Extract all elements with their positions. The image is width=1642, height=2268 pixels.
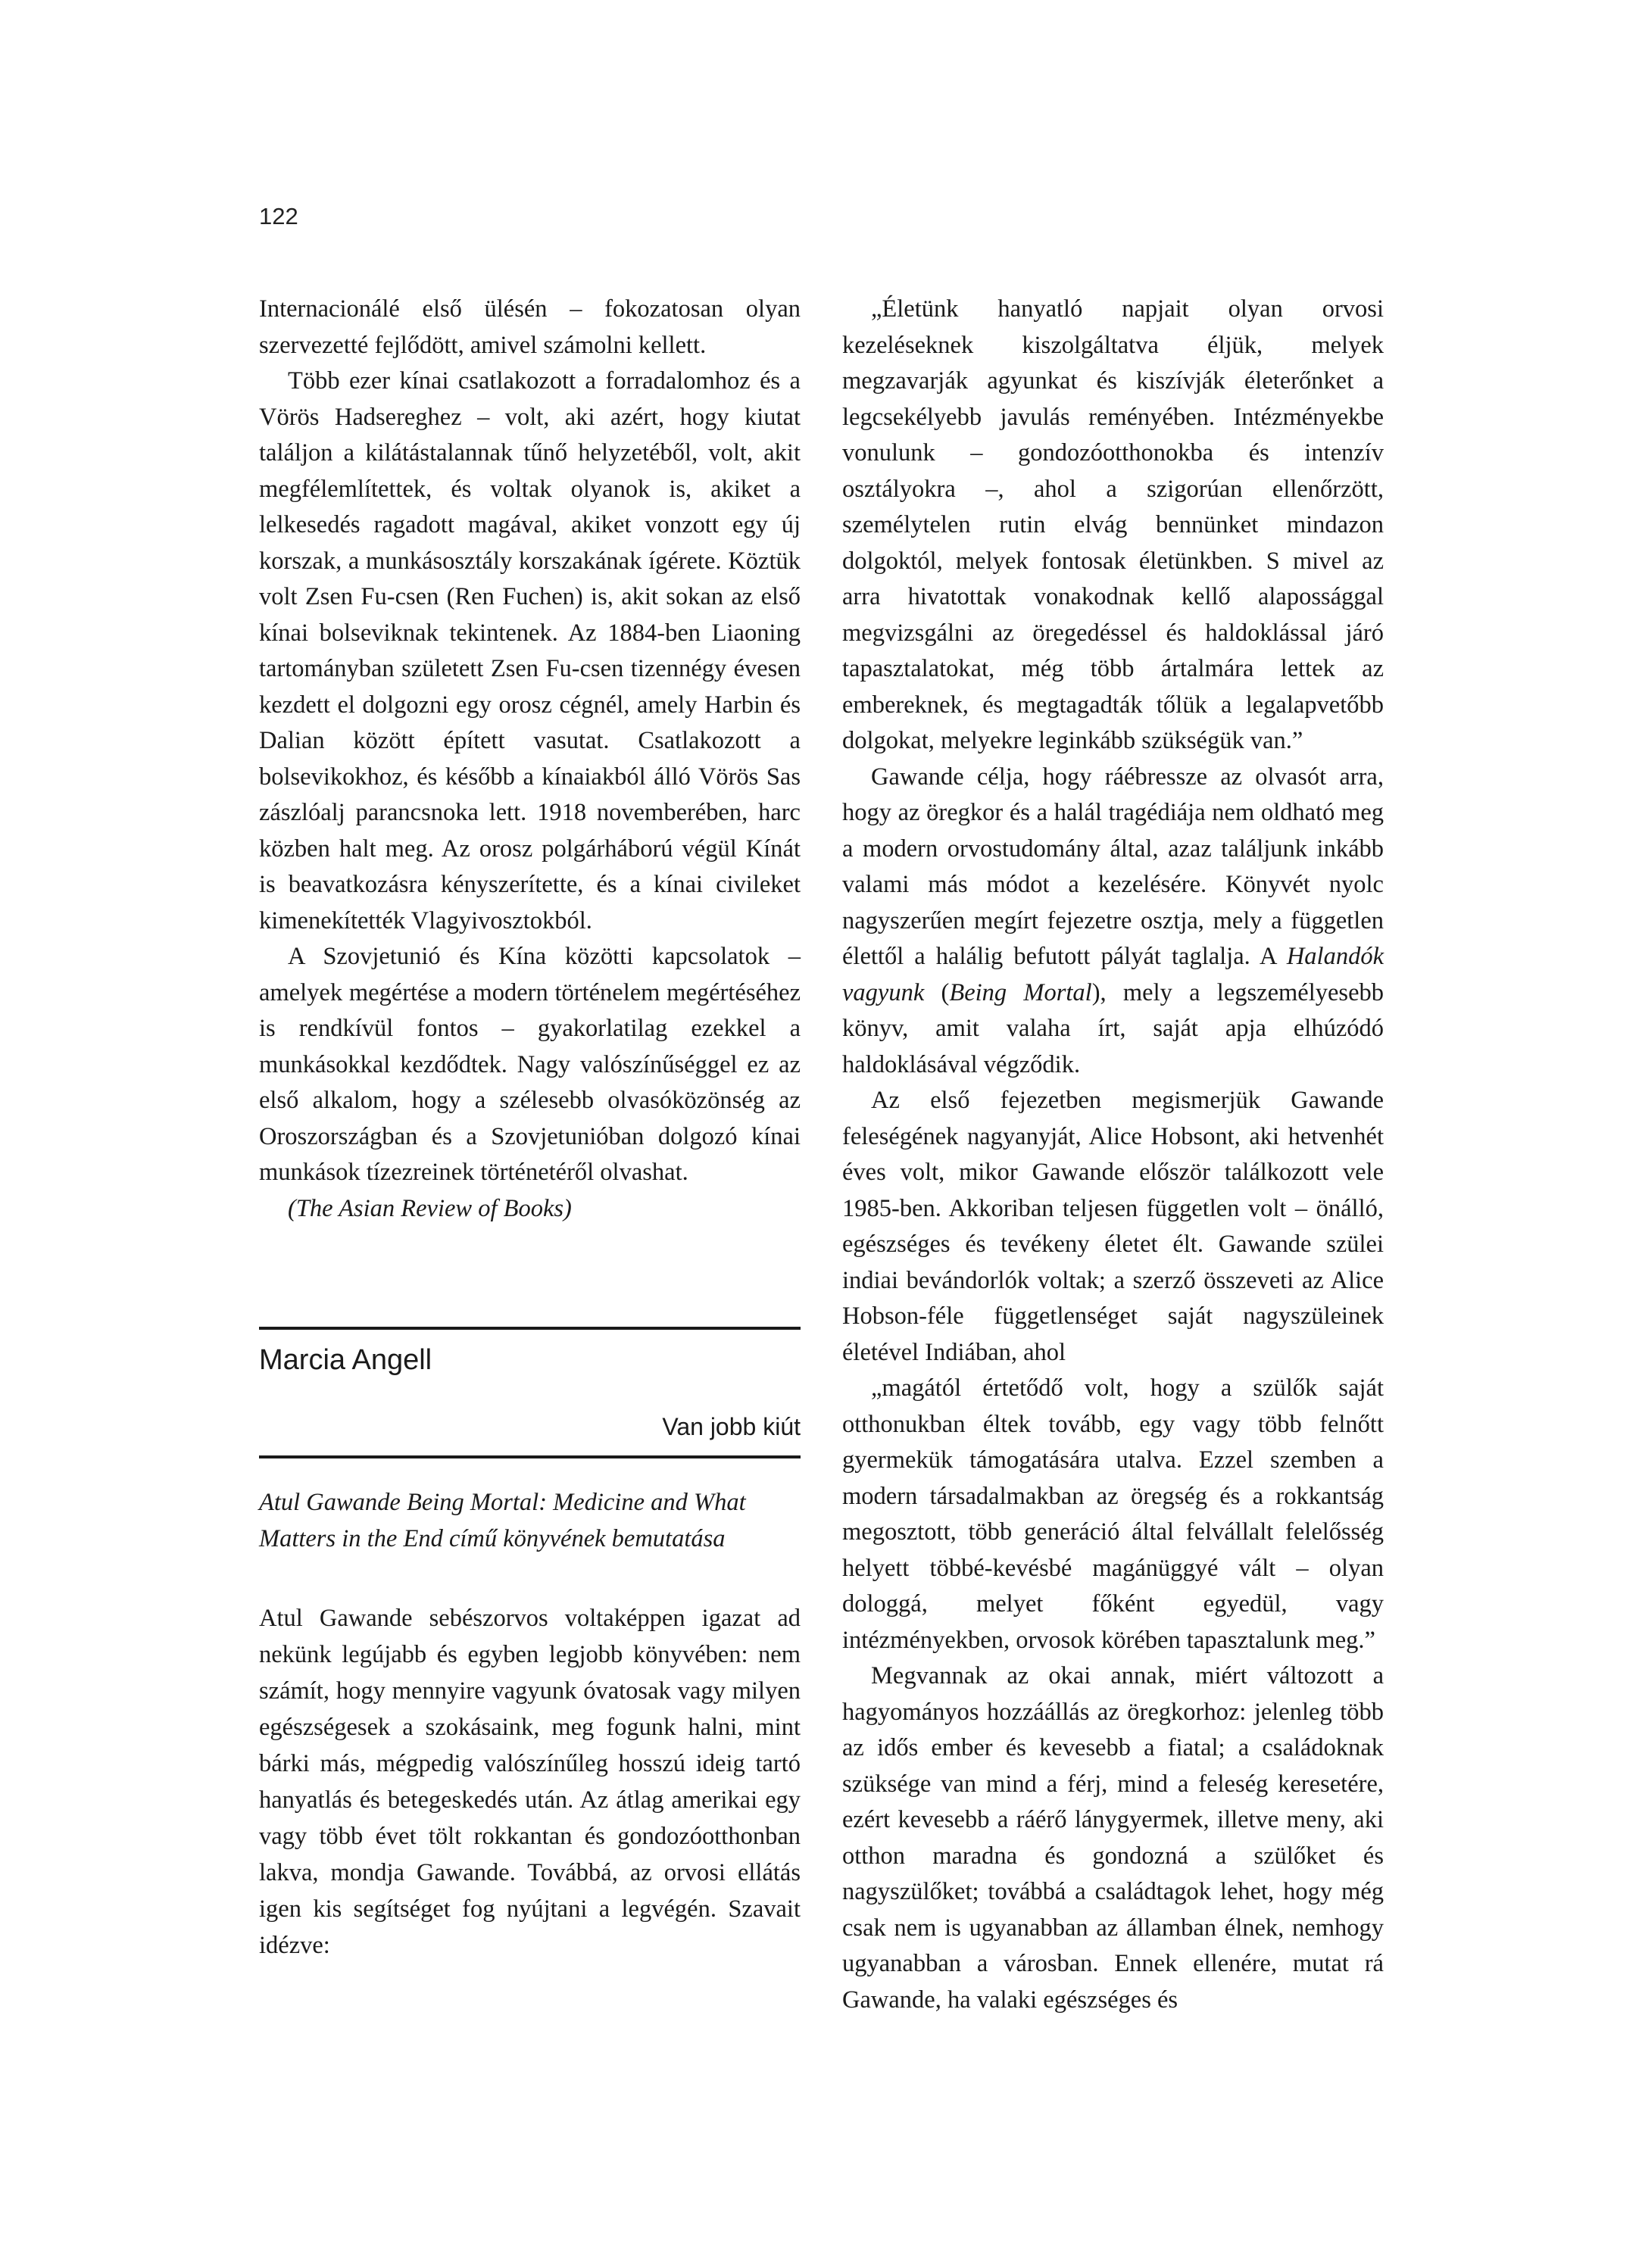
review-subtitle: Atul Gawande Being Mortal: Medicine and What Matters in the End című könyvének bemutatása <box>259 1489 746 1552</box>
article-source: (The Asian Review of Books) <box>288 1194 572 1222</box>
review-intro: Atul Gawande sebészorvos voltaképpen igazat ad nekünk legújabb és egyben legjobb könyvében: nem számít, hogy mennyire vagyunk óvatosak vagy milyen egészségesek a szokásaink, meg fogunk halni, mint bárki más, mégpedig valószínűleg hosszú ideig tartó hanyatlás és betegeskedés után. Az átlag amerikai egy vagy több évet tölt rokkantan és gondozóotthonban lakva, mondja Gawande. Továbbá, az orvosi ellátás igen kis segítséget fog nyújtani a legvégén. Szavait idézve: <box>259 1605 801 1959</box>
p2-text-mid: ( <box>924 978 950 1006</box>
bottom-rule <box>259 1455 801 1458</box>
left-paragraph-1: Internacionálé első ülésén – fokozatosan olyan szervezetté fejlődött, amivel számolni kellett. <box>259 295 801 359</box>
left-paragraph-3: A Szovjetunió és Kína közötti kapcsolatok – amelyek megértése a modern történelem megértéséhez is rendkívül fontos – gyakorlatilag ezekkel a munkásokkal kezdődtek. Nagy valószínűséggel ez az első alkalom, hogy a szélesebb olvasóközönség az Oroszországban és a Szovjetunióban dolgozó kínai munkások tízezreinek történetéről olvashat. <box>259 943 801 1186</box>
quote-1: „Életünk hanyatló napjait olyan orvosi kezeléseknek kiszolgáltatva éljük, melyek megzavarják agyunkat és kiszívják életerőnket a legcsekélyebb javulás reményében. Intézményekbe vonulunk – gondozóotthonokba és intenzív osztályokra –, ahol a szigorúan ellenőrzött, személytelen rutin elvág bennünket mindazon dolgoktól, melyek fontosak életünkben. S mivel az arra hivatottak vonakodnak kellő alapossággal megvizsgálni az öregedéssel és haldoklással járó tapasztalatokat, még több ártalmára lettek az embereknek, és megtagadták tőlük a legalapvetőbb dolgokat, melyekre leginkább szükségük van.” <box>842 295 1384 754</box>
right-paragraph-4: Megvannak az okai annak, miért változott a hagyományos hozzáállás az öregkorhoz: jelenleg több az idős ember és kevesebb a fiatal; a családoknak szüksége van mind a férj, mind a feleség keresetére, ezért kevesebb a ráérő lánygyermek, illetve meny, aki otthon maradna és gondozná a szülőket és nagyszülőket; továbbá a családtagok lehet, hogy még csak nem is ugyanabban az államban élnek, nemhogy ugyanabban a városban. Ennek ellenére, mutat rá Gawande, ha valaki egészséges és <box>842 1662 1384 2014</box>
review-title: Van jobb kiút <box>662 1413 801 1440</box>
top-rule <box>259 1327 801 1330</box>
review-intro-block <box>259 1600 801 1964</box>
book-title-english: Being Mortal <box>949 978 1092 1006</box>
review-author: Marcia Angell <box>259 1344 432 1376</box>
p2-text-after: ), mely a legszemélyesebb könyv, amit valaha írt, saját apja elhúzódó haldoklásával végződik. <box>842 978 1384 1078</box>
page-number: 122 <box>259 203 298 229</box>
right-paragraph-3: Az első fejezetben megismerjük Gawande feleségének nagyanyját, Alice Hobsont, aki hetvenhét éves volt, mikor Gawande először találkozott vele 1985-ben. Akkoriban teljesen független volt – önálló, egészséges és tevékeny életet élt. Gawande szülei indiai bevándorlók voltak; a szerző összeveti az Alice Hobson-féle függetlenséget saját nagyszüleinek életével Indiában, ahol <box>842 1087 1384 1366</box>
right-paragraph-2 <box>842 760 1384 1084</box>
review-header <box>259 1327 801 1557</box>
p2-text-before: Gawande célja, hogy ráébressze az olvasót arra, hogy az öregkor és a halál tragédiája nem oldható meg a modern orvostudomány által, azaz találjunk inkább valami más módot a kezelésére. Könyvét nyolc nagyszerűen megírt fejezetre osztja, mely a független élettől a halálig befutott pályát taglalja. A <box>842 763 1384 970</box>
book-title-hungarian: Halandók vagyunk <box>842 943 1384 1006</box>
right-column <box>842 292 1384 2018</box>
left-paragraph-2: Több ezer kínai csatlakozott a forradalomhoz és a Vörös Hadsereghez – volt, aki azért, hogy kiutat találjon a kilátástalannak tűnő helyzetéből, volt, akit megfélemlítettek, és voltak olyanok is, akiket a lelkesedés ragadott magával, akiket vonzott egy új korszak, a munkásosztály korszakának ígérete. Köztük volt Zsen Fu-csen (Ren Fuchen) is, akit sokan az első kínai bolseviknak tekintenek. Az 1884-ben Liaoning tartományban született Zsen Fu-csen tizennégy évesen kezdett el dolgozni egy orosz cégnél, amely Harbin és Dalian között épített vasutat. Csatlakozott a bolsevikokhoz, és később a kínaiakból álló Vörös Sas zászlóalj parancsnoka lett. 1918 novemberében, harc közben halt meg. Az orosz polgárháború végül Kínát is beavatkozásra kényszerítette, és a kínai civileket kimenekítették Vlagyivosztokból. <box>259 367 801 934</box>
quote-2: „magától értetődő volt, hogy a szülők saját otthonukban éltek tovább, egy vagy több felnőtt gyermekük támogatására utalva. Ezzel szemben a modern társadalmakban az öregség és a rokkantság megosztott, több generáció által felvállalt felelősség helyett többé-kevésbé magánüggyé vált – olyan dologgá, melyet főként egyedül, vagy intézményekben, orvosok körében tapasztalunk meg.” <box>842 1374 1384 1654</box>
left-column <box>259 292 801 1227</box>
